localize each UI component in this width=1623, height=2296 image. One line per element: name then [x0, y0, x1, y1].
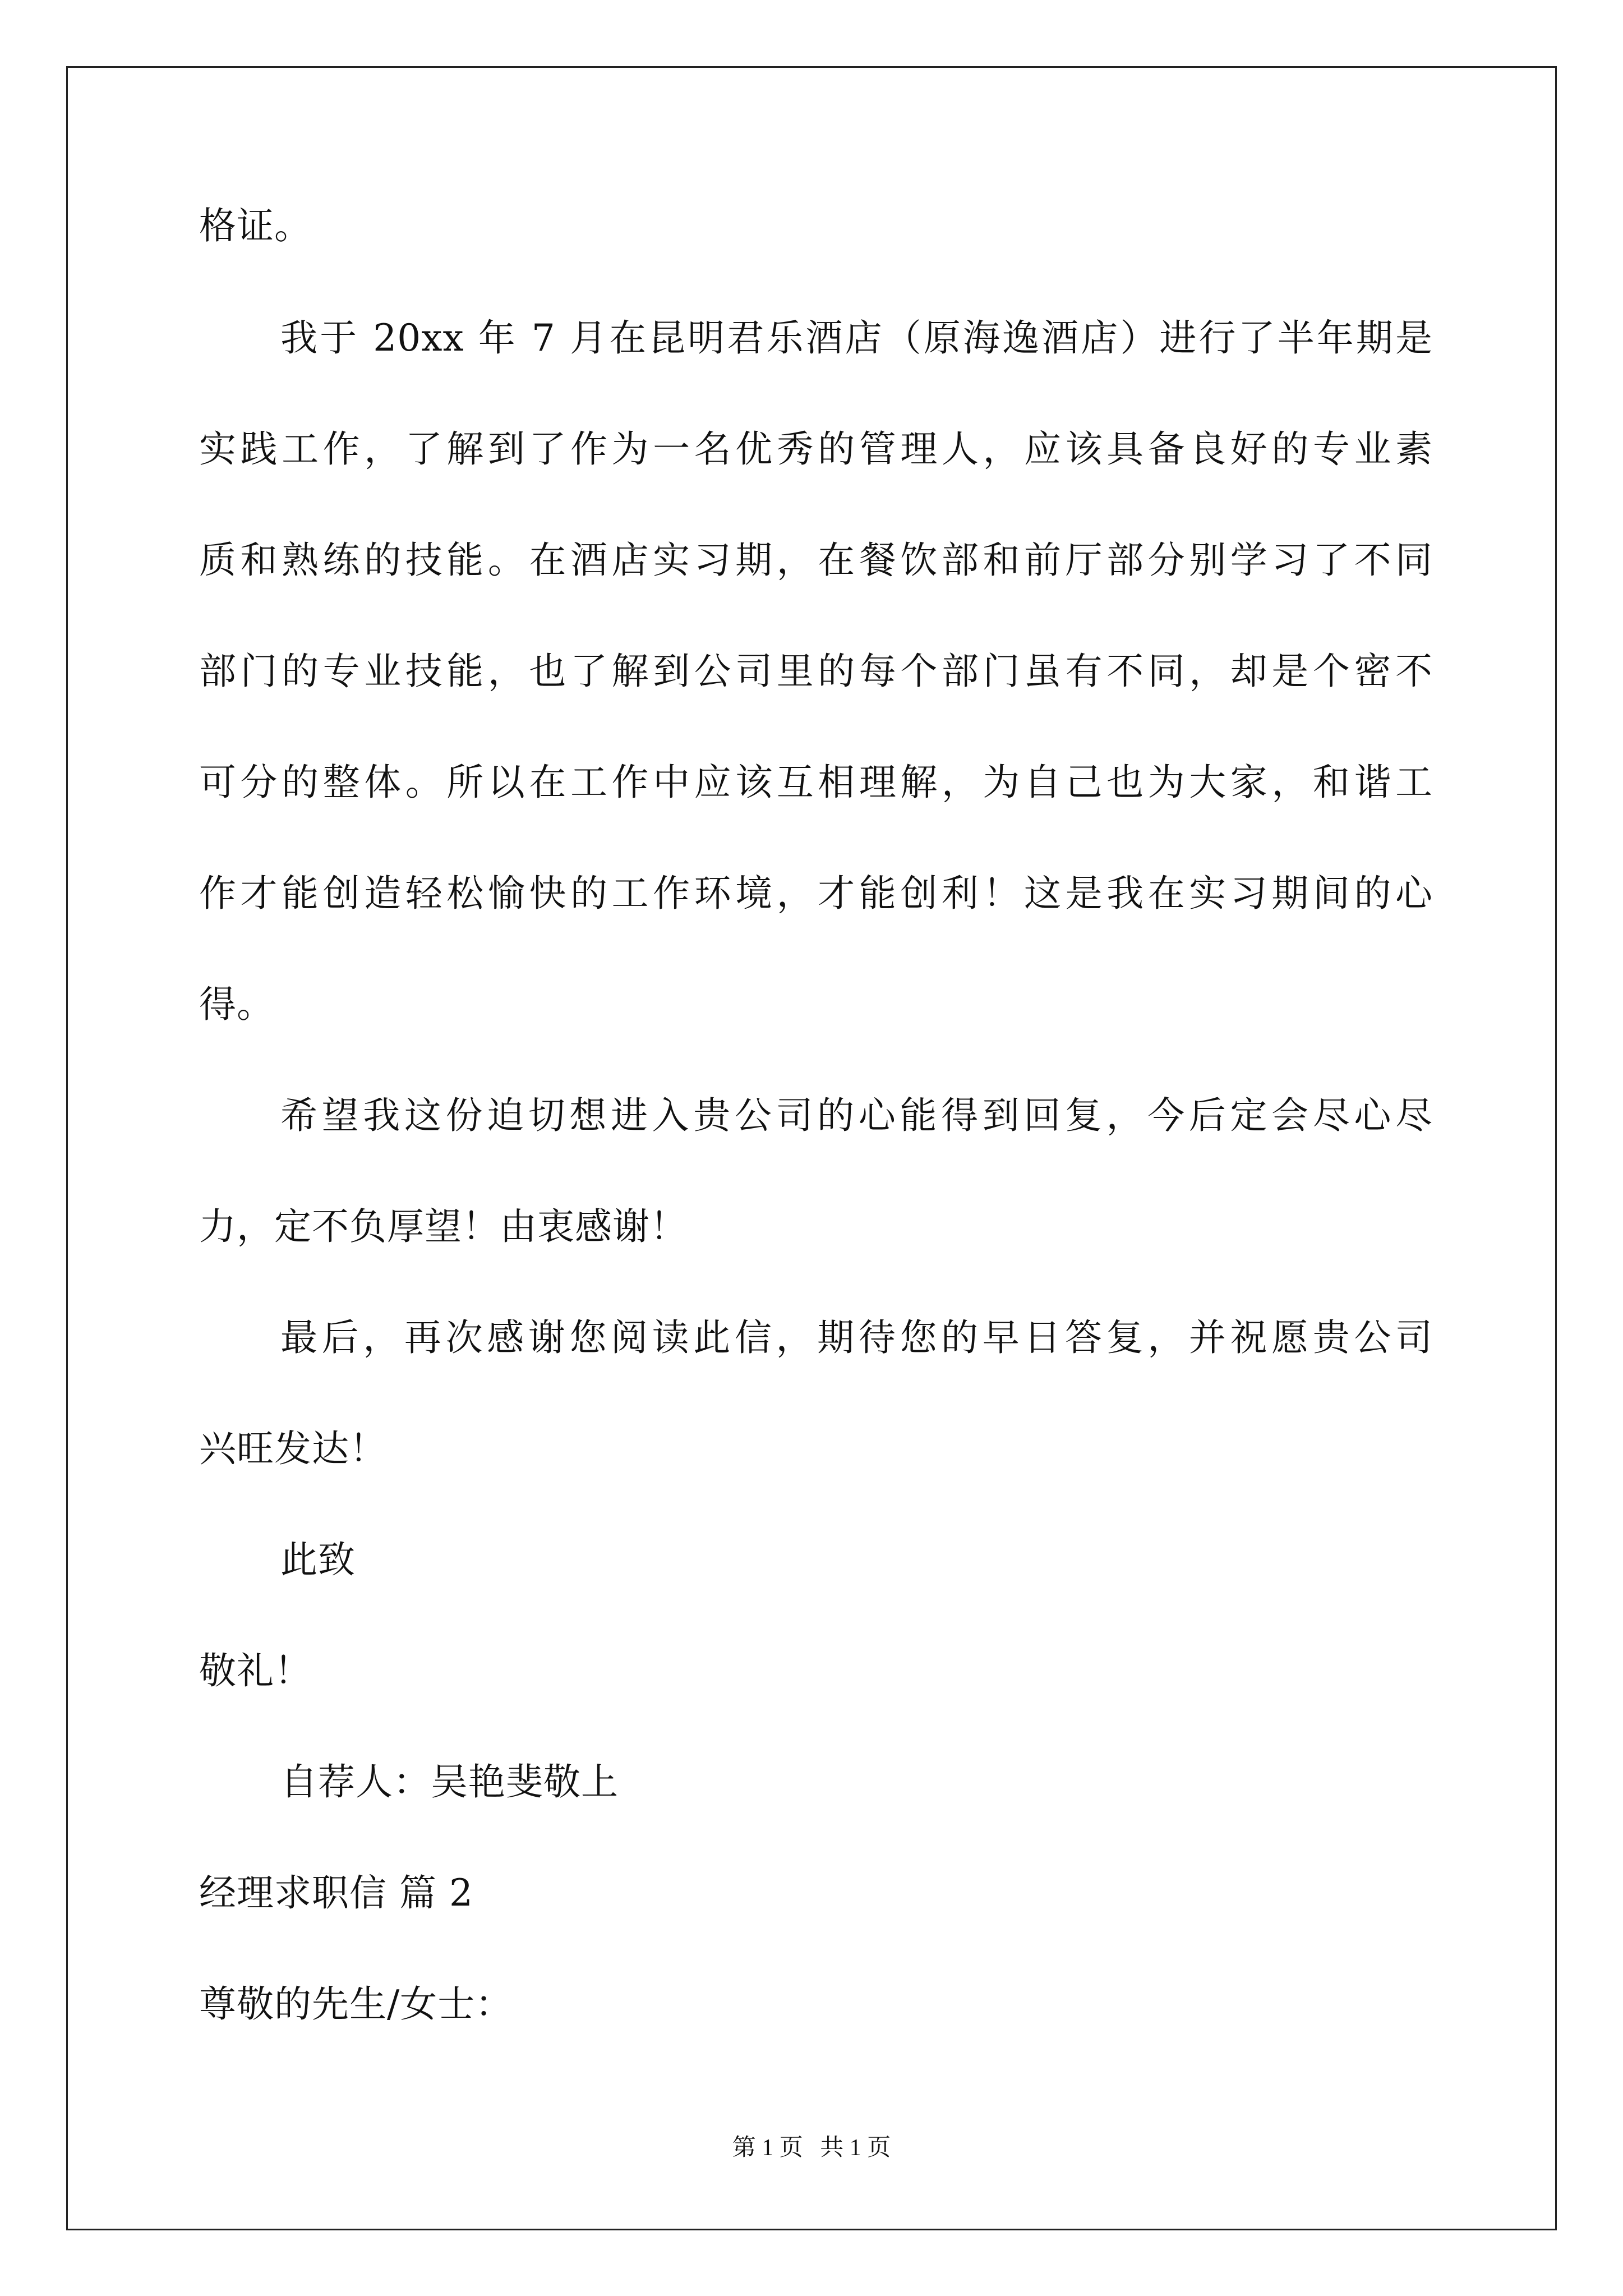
text-line: 质和熟练的技能。在酒店实习期，在餐饮部和前厅部分别学习了不同	[199, 539, 1433, 582]
text-line: 最后，再次感谢您阅读此信，期待您的早日答复，并祝愿贵公司	[280, 1316, 1433, 1359]
text-line: 兴旺发达！	[199, 1427, 387, 1470]
text-line: 实践工作，了解到了作为一名优秀的管理人，应该具备良好的专业素	[199, 427, 1433, 471]
text-line: 力，定不负厚望！由衷感谢！	[199, 1205, 688, 1248]
salutation-line: 敬礼！	[199, 1649, 312, 1692]
page-number: 第 1 页	[732, 2135, 803, 2161]
closing-line: 此致	[280, 1538, 356, 1581]
text-line: 作才能创造轻松愉快的工作环境，才能创利！这是我在实习期间的心	[199, 872, 1433, 915]
greeting-line: 尊敬的先生/女士：	[199, 1982, 513, 2026]
section-heading: 经理求职信 篇 2	[199, 1871, 473, 1915]
page-total: 共 1 页	[820, 2135, 891, 2161]
page-footer	[0, 2136, 1623, 2160]
text-line: 得。	[199, 983, 274, 1026]
text-line: 我于 20xx 年 7 月在昆明君乐酒店（原海逸酒店）进行了半年期是	[280, 316, 1433, 360]
text-line: 部门的专业技能，也了解到公司里的每个部门虽有不同，却是个密不	[199, 650, 1433, 693]
text-line: 格证。	[199, 204, 312, 247]
text-line: 可分的整体。所以在工作中应该互相理解，为自己也为大家，和谐工	[199, 761, 1433, 804]
text-line: 希望我这份迫切想进入贵公司的心能得到回复，今后定会尽心尽	[280, 1094, 1433, 1137]
signature-line: 自荐人：吴艳斐敬上	[280, 1760, 619, 1803]
